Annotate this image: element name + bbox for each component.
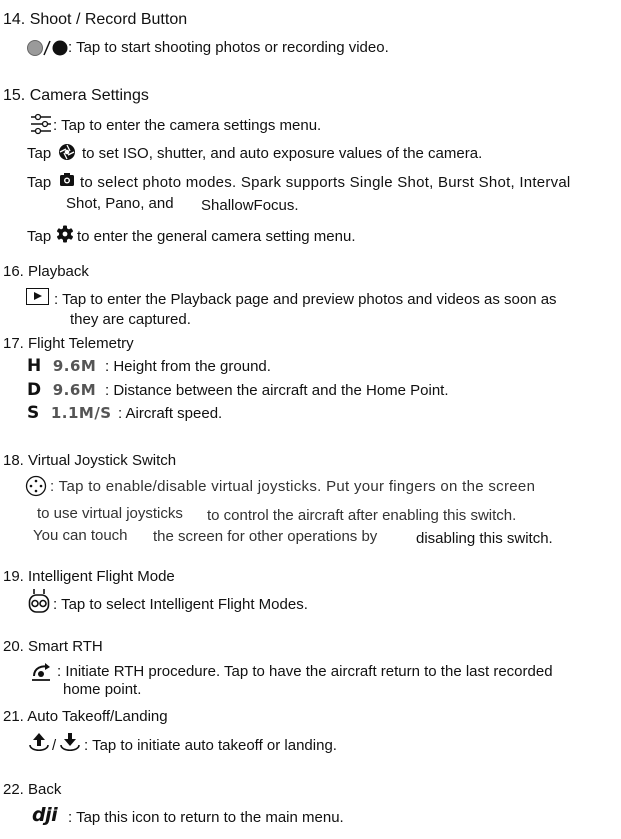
landing-icon	[59, 732, 81, 754]
section-18-line-3c: disabling this switch.	[416, 530, 553, 547]
takeoff-icon	[28, 732, 50, 754]
distance-value: 9.6M	[52, 381, 97, 399]
height-value: 9.6M	[52, 357, 97, 375]
distance-telemetry	[27, 382, 96, 399]
section-21-heading: 21. Auto Takeoff/Landing	[3, 708, 168, 725]
camera-icon	[59, 172, 75, 187]
section-21-line-1: : Tap to initiate auto takeoff or landing.	[84, 737, 337, 754]
speed-value: 1.1M/S	[50, 404, 112, 422]
speed-desc: : Aircraft speed.	[118, 405, 223, 422]
section-21-slash: /	[52, 737, 57, 754]
section-15-line-3-cont-a: Shot, Pano, and	[66, 195, 174, 212]
height-telemetry	[27, 358, 96, 375]
section-14-text: : Tap to start shooting photos or recording video.	[68, 39, 389, 56]
height-key: H	[27, 356, 42, 376]
distance-desc: : Distance between the aircraft and the Home Point.	[105, 382, 449, 399]
section-17-heading: 17. Flight Telemetry	[3, 335, 134, 352]
speed-telemetry	[27, 405, 112, 422]
section-20-line-2: home point.	[63, 681, 142, 698]
section-22-line-1: : Tap this icon to return to the main menu.	[68, 809, 344, 826]
dji-logo-icon: dji	[32, 804, 58, 826]
section-22-heading: 22. Back	[3, 781, 62, 798]
section-15-line-3: to select photo modes. Spark supports Single Shot, Burst Shot, Interval	[80, 174, 571, 191]
camera-settings-sliders-icon	[30, 113, 52, 135]
section-15-line-1: : Tap to enter the camera settings menu.	[53, 117, 322, 134]
height-desc: : Height from the ground.	[105, 358, 271, 375]
section-19-line-1: : Tap to select Intelligent Flight Modes.	[53, 596, 308, 613]
intelligent-flight-mode-icon	[28, 588, 50, 614]
distance-key: D	[27, 380, 42, 400]
section-18-line-3b: the screen for other operations by	[153, 528, 378, 545]
virtual-joystick-icon	[25, 475, 47, 497]
section-15-line-4: to enter the general camera setting menu.	[77, 228, 356, 245]
section-19-heading: 19. Intelligent Flight Mode	[3, 568, 175, 585]
section-15-heading: 15. Camera Settings	[3, 87, 149, 104]
gear-icon	[56, 225, 74, 243]
section-15-line-2: to set ISO, shutter, and auto exposure values of the camera.	[82, 145, 483, 162]
section-18-line-3a: You can touch	[33, 527, 128, 544]
play-icon	[26, 288, 49, 305]
tap-label: Tap	[27, 145, 52, 162]
tap-label: Tap	[27, 228, 52, 245]
section-18-line-2a: to use virtual joysticks	[37, 505, 183, 522]
section-18-line-2b: to control the aircraft after enabling this switch.	[207, 507, 517, 524]
section-15-line-3-cont-b: ShallowFocus.	[201, 197, 299, 214]
speed-key: S	[27, 403, 40, 423]
section-20-heading: 20. Smart RTH	[3, 638, 103, 655]
section-20-line-1: : Initiate RTH procedure. Tap to have the aircraft return to the last recorded	[57, 663, 553, 680]
section-16-heading: 16. Playback	[3, 263, 89, 280]
section-18-heading: 18. Virtual Joystick Switch	[3, 452, 177, 469]
aperture-icon	[58, 143, 76, 161]
section-16-line-2: they are captured.	[70, 311, 191, 328]
tap-label: Tap	[27, 174, 52, 191]
smart-rth-icon	[30, 660, 54, 682]
section-18-line-1: : Tap to enable/disable virtual joysticks. Put your fingers on the screen	[50, 478, 536, 495]
section-16-line-1: : Tap to enter the Playback page and preview photos and videos as soon as	[54, 291, 557, 308]
shoot-record-icon	[26, 39, 70, 57]
section-14-heading: 14. Shoot / Record Button	[3, 11, 188, 28]
